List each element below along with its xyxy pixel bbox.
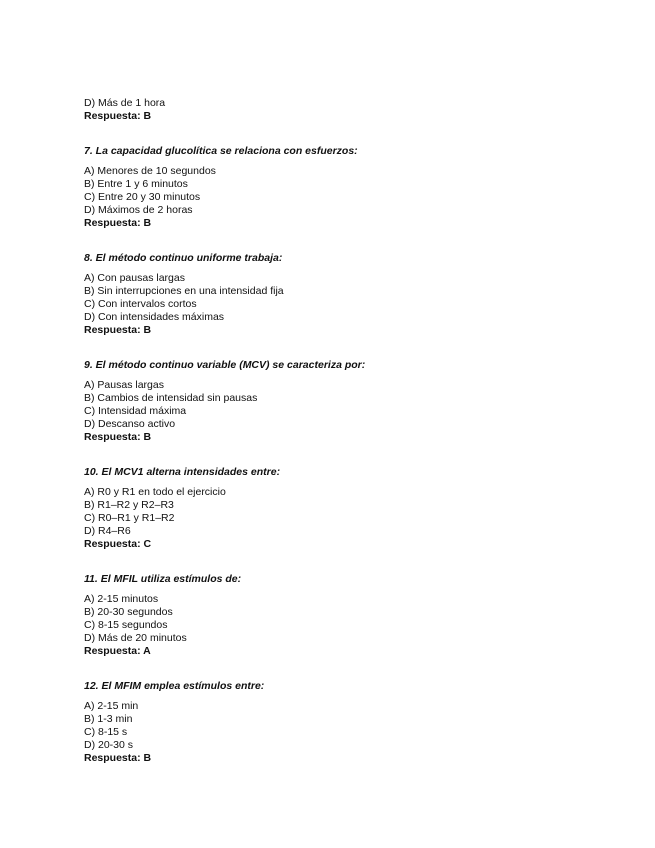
question-title: 9. El método continuo variable (MCV) se caracteriza por:: [84, 359, 366, 371]
option-d: D) R4–R6: [84, 525, 131, 537]
option-c: C) 8-15 segundos: [84, 619, 168, 631]
answer: Respuesta: B: [84, 217, 152, 229]
question-7: [84, 145, 604, 230]
option-a: A) 2-15 min: [84, 700, 139, 712]
question-12: [84, 680, 604, 765]
question-9: [84, 359, 604, 444]
question-title: 11. El MFIL utiliza estímulos de:: [84, 573, 242, 585]
option-d: D) Con intensidades máximas: [84, 311, 225, 323]
option-b: B) 1-3 min: [84, 713, 133, 725]
option-d: D) Más de 20 minutos: [84, 632, 187, 644]
option-d: D) 20-30 s: [84, 739, 134, 751]
option-c: C) R0–R1 y R1–R2: [84, 512, 175, 524]
option-c: C) Entre 20 y 30 minutos: [84, 191, 201, 203]
question-title: 7. La capacidad glucolítica se relaciona con esfuerzos:: [84, 145, 358, 157]
question-title: 10. El MCV1 alterna intensidades entre:: [84, 466, 281, 478]
option-a: A) 2-15 minutos: [84, 593, 159, 605]
option-a: A) Con pausas largas: [84, 272, 185, 284]
question-title: 12. El MFIM emplea estímulos entre:: [84, 680, 265, 692]
option-b: B) Entre 1 y 6 minutos: [84, 178, 188, 190]
option-d: D) Descanso activo: [84, 418, 176, 430]
option-b: B) R1–R2 y R2–R3: [84, 499, 174, 511]
quiz-content: [84, 97, 604, 765]
option-c: C) Intensidad máxima: [84, 405, 187, 417]
question-10: [84, 466, 604, 551]
question-11: [84, 573, 604, 658]
option-c: C) 8-15 s: [84, 726, 128, 738]
question-8: [84, 252, 604, 337]
option: D) Más de 1 hora: [84, 97, 166, 109]
answer: Respuesta: C: [84, 538, 152, 550]
option-b: B) Cambios de intensidad sin pausas: [84, 392, 258, 404]
answer: Respuesta: B: [84, 431, 152, 443]
answer: Respuesta: B: [84, 324, 152, 336]
option-b: B) 20-30 segundos: [84, 606, 173, 618]
option-d: D) Máximos de 2 horas: [84, 204, 193, 216]
question-title: 8. El método continuo uniforme trabaja:: [84, 252, 283, 264]
answer: Respuesta: B: [84, 752, 152, 764]
intro-block: [84, 97, 604, 123]
answer: Respuesta: B: [84, 110, 152, 122]
option-a: A) Pausas largas: [84, 379, 164, 391]
option-a: A) R0 y R1 en todo el ejercicio: [84, 486, 226, 498]
option-a: A) Menores de 10 segundos: [84, 165, 216, 177]
answer: Respuesta: A: [84, 645, 151, 657]
option-b: B) Sin interrupciones en una intensidad fija: [84, 285, 284, 297]
option-c: C) Con intervalos cortos: [84, 298, 197, 310]
